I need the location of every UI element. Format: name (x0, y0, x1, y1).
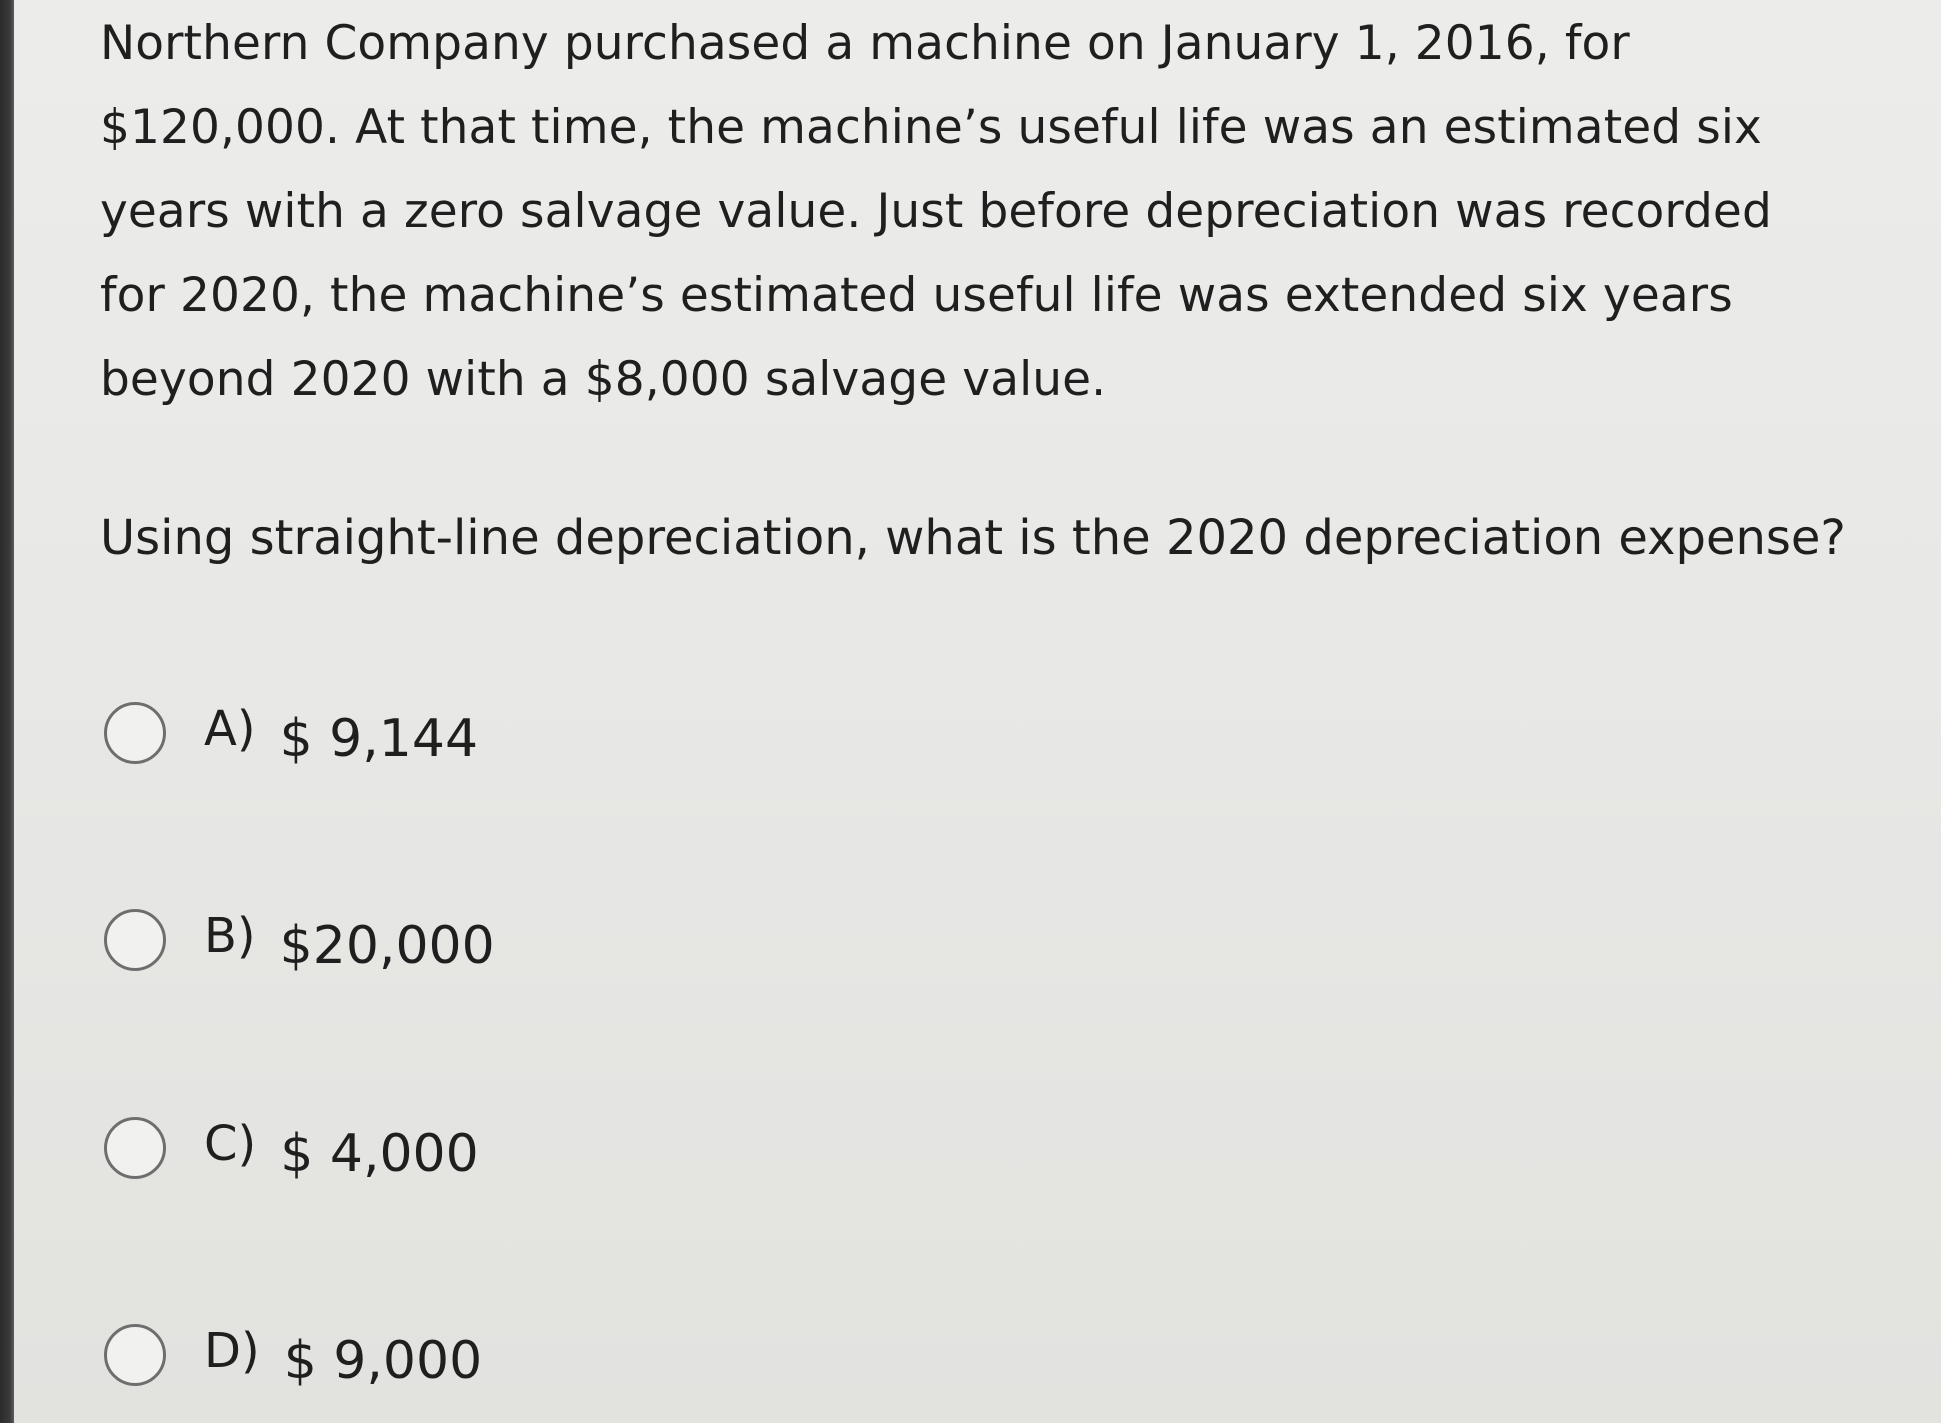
question-line: $120,000. At that time, the machine’s useful life was an estimated six (100, 100, 1762, 155)
option-letter: B) (204, 908, 256, 964)
option-letter: C) (204, 1116, 257, 1172)
answer-option-d[interactable] (104, 1315, 482, 1395)
option-value: $ 4,000 (280, 1124, 479, 1184)
answer-option-b[interactable] (104, 900, 495, 980)
radio-button-c[interactable] (104, 1117, 166, 1179)
radio-button-a[interactable] (104, 702, 166, 764)
question-text (100, 2, 1940, 422)
question-line: years with a zero salvage value. Just before depreciation was recorded (100, 184, 1772, 239)
question-content (100, 0, 1941, 1423)
option-value: $20,000 (279, 916, 495, 976)
option-letter: D) (204, 1323, 260, 1379)
screen-bezel (0, 0, 14, 1423)
question-line: beyond 2020 with a $8,000 salvage value. (100, 352, 1107, 407)
option-letter: A) (204, 701, 256, 757)
question-prompt: Using straight-line depreciation, what is the 2020 depreciation expense? (100, 510, 1846, 566)
option-value: $ 9,000 (283, 1331, 483, 1391)
question-line: Northern Company purchased a machine on January 1, 2016, for (100, 16, 1630, 71)
option-value: $ 9,144 (279, 709, 479, 769)
answer-option-c[interactable] (104, 1108, 479, 1188)
radio-button-d[interactable] (104, 1324, 166, 1386)
radio-button-b[interactable] (104, 909, 166, 971)
answer-option-a[interactable] (104, 693, 478, 773)
question-line: for 2020, the machine’s estimated useful life was extended six years (100, 268, 1733, 323)
